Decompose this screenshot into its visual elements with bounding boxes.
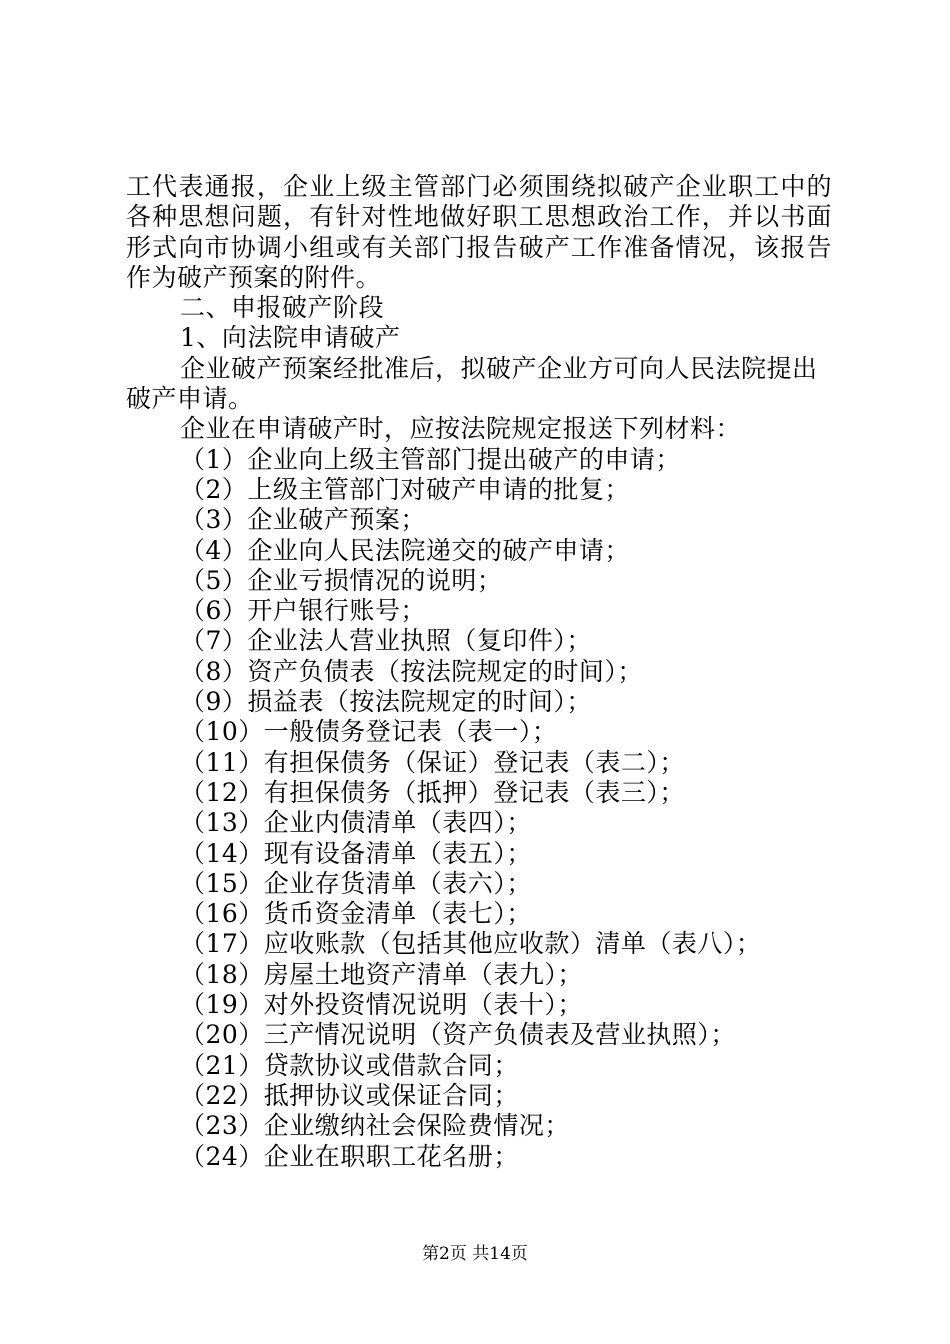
section-heading: 二、申报破产阶段 xyxy=(180,293,385,323)
list-item: （1）企业向上级主管部门提出破产的申请； xyxy=(180,444,681,474)
list-item: （6）开户银行账号； xyxy=(180,596,426,626)
list-item: （11）有担保债务（保证）登记表（表二）； xyxy=(180,747,685,777)
paragraph-line: 破产申请。 xyxy=(126,384,254,414)
list-item: （9）损益表（按法院规定的时间）； xyxy=(180,687,592,717)
list-item: （4）企业向人民法院递交的破产申请； xyxy=(180,535,630,565)
paragraph-line: 企业在申请破产时，应按法院规定报送下列材料： xyxy=(180,414,742,444)
list-item: （21）贷款协议或借款合同； xyxy=(180,1050,519,1080)
paragraph-line: 作为破产预案的附件。 xyxy=(126,262,382,292)
list-item: （8）资产负债表（按法院规定的时间）； xyxy=(180,656,643,686)
list-item: （2）上级主管部门对破产申请的批复； xyxy=(180,474,630,504)
list-item: （17）应收账款（包括其他应收款）清单（表八）； xyxy=(180,929,762,959)
paragraph-line: 工代表通报，企业上级主管部门必须围绕拟破产企业职工中的 xyxy=(126,172,832,201)
list-item: （15）企业存货清单（表六）； xyxy=(180,868,532,898)
list-item: （24）企业在职职工花名册； xyxy=(180,1141,519,1171)
materials-list xyxy=(126,445,832,1172)
paragraph-line: 形式向市协调小组或有关部门报告破产工作准备情况，该报告 xyxy=(126,232,832,262)
list-item: （22）抵押协议或保证合同； xyxy=(180,1080,519,1110)
paragraph-line: 企业破产预案经批准后，拟破产企业方可向人民法院提出 xyxy=(180,353,818,383)
list-item: （18）房屋土地资产清单（表九）； xyxy=(180,959,583,989)
list-item: （10）一般债务登记表（表一）； xyxy=(180,717,558,747)
list-item: （16）货币资金清单（表七）； xyxy=(180,899,532,929)
sub-heading: 1、向法院申请破产 xyxy=(180,323,401,353)
list-item: （19）对外投资情况说明（表十）； xyxy=(180,990,583,1020)
list-item: （3）企业破产预案； xyxy=(180,505,426,535)
document-body xyxy=(126,172,832,1172)
page-number-footer: 第2页 共14页 xyxy=(422,1244,528,1264)
list-item: （13）企业内债清单（表四）； xyxy=(180,808,532,838)
list-item: （12）有担保债务（抵押）登记表（表三）； xyxy=(180,777,685,807)
list-item: （14）现有设备清单（表五）； xyxy=(180,838,532,868)
list-item: （20）三产情况说明（资产负债表及营业执照）； xyxy=(180,1020,736,1050)
list-item: （5）企业亏损情况的说明； xyxy=(180,565,503,595)
list-item: （7）企业法人营业执照（复印件）； xyxy=(180,626,592,656)
list-item: （23）企业缴纳社会保险费情况； xyxy=(180,1111,570,1141)
paragraph-line: 各种思想问题，有针对性地做好职工思想政治工作，并以书面 xyxy=(126,202,832,232)
